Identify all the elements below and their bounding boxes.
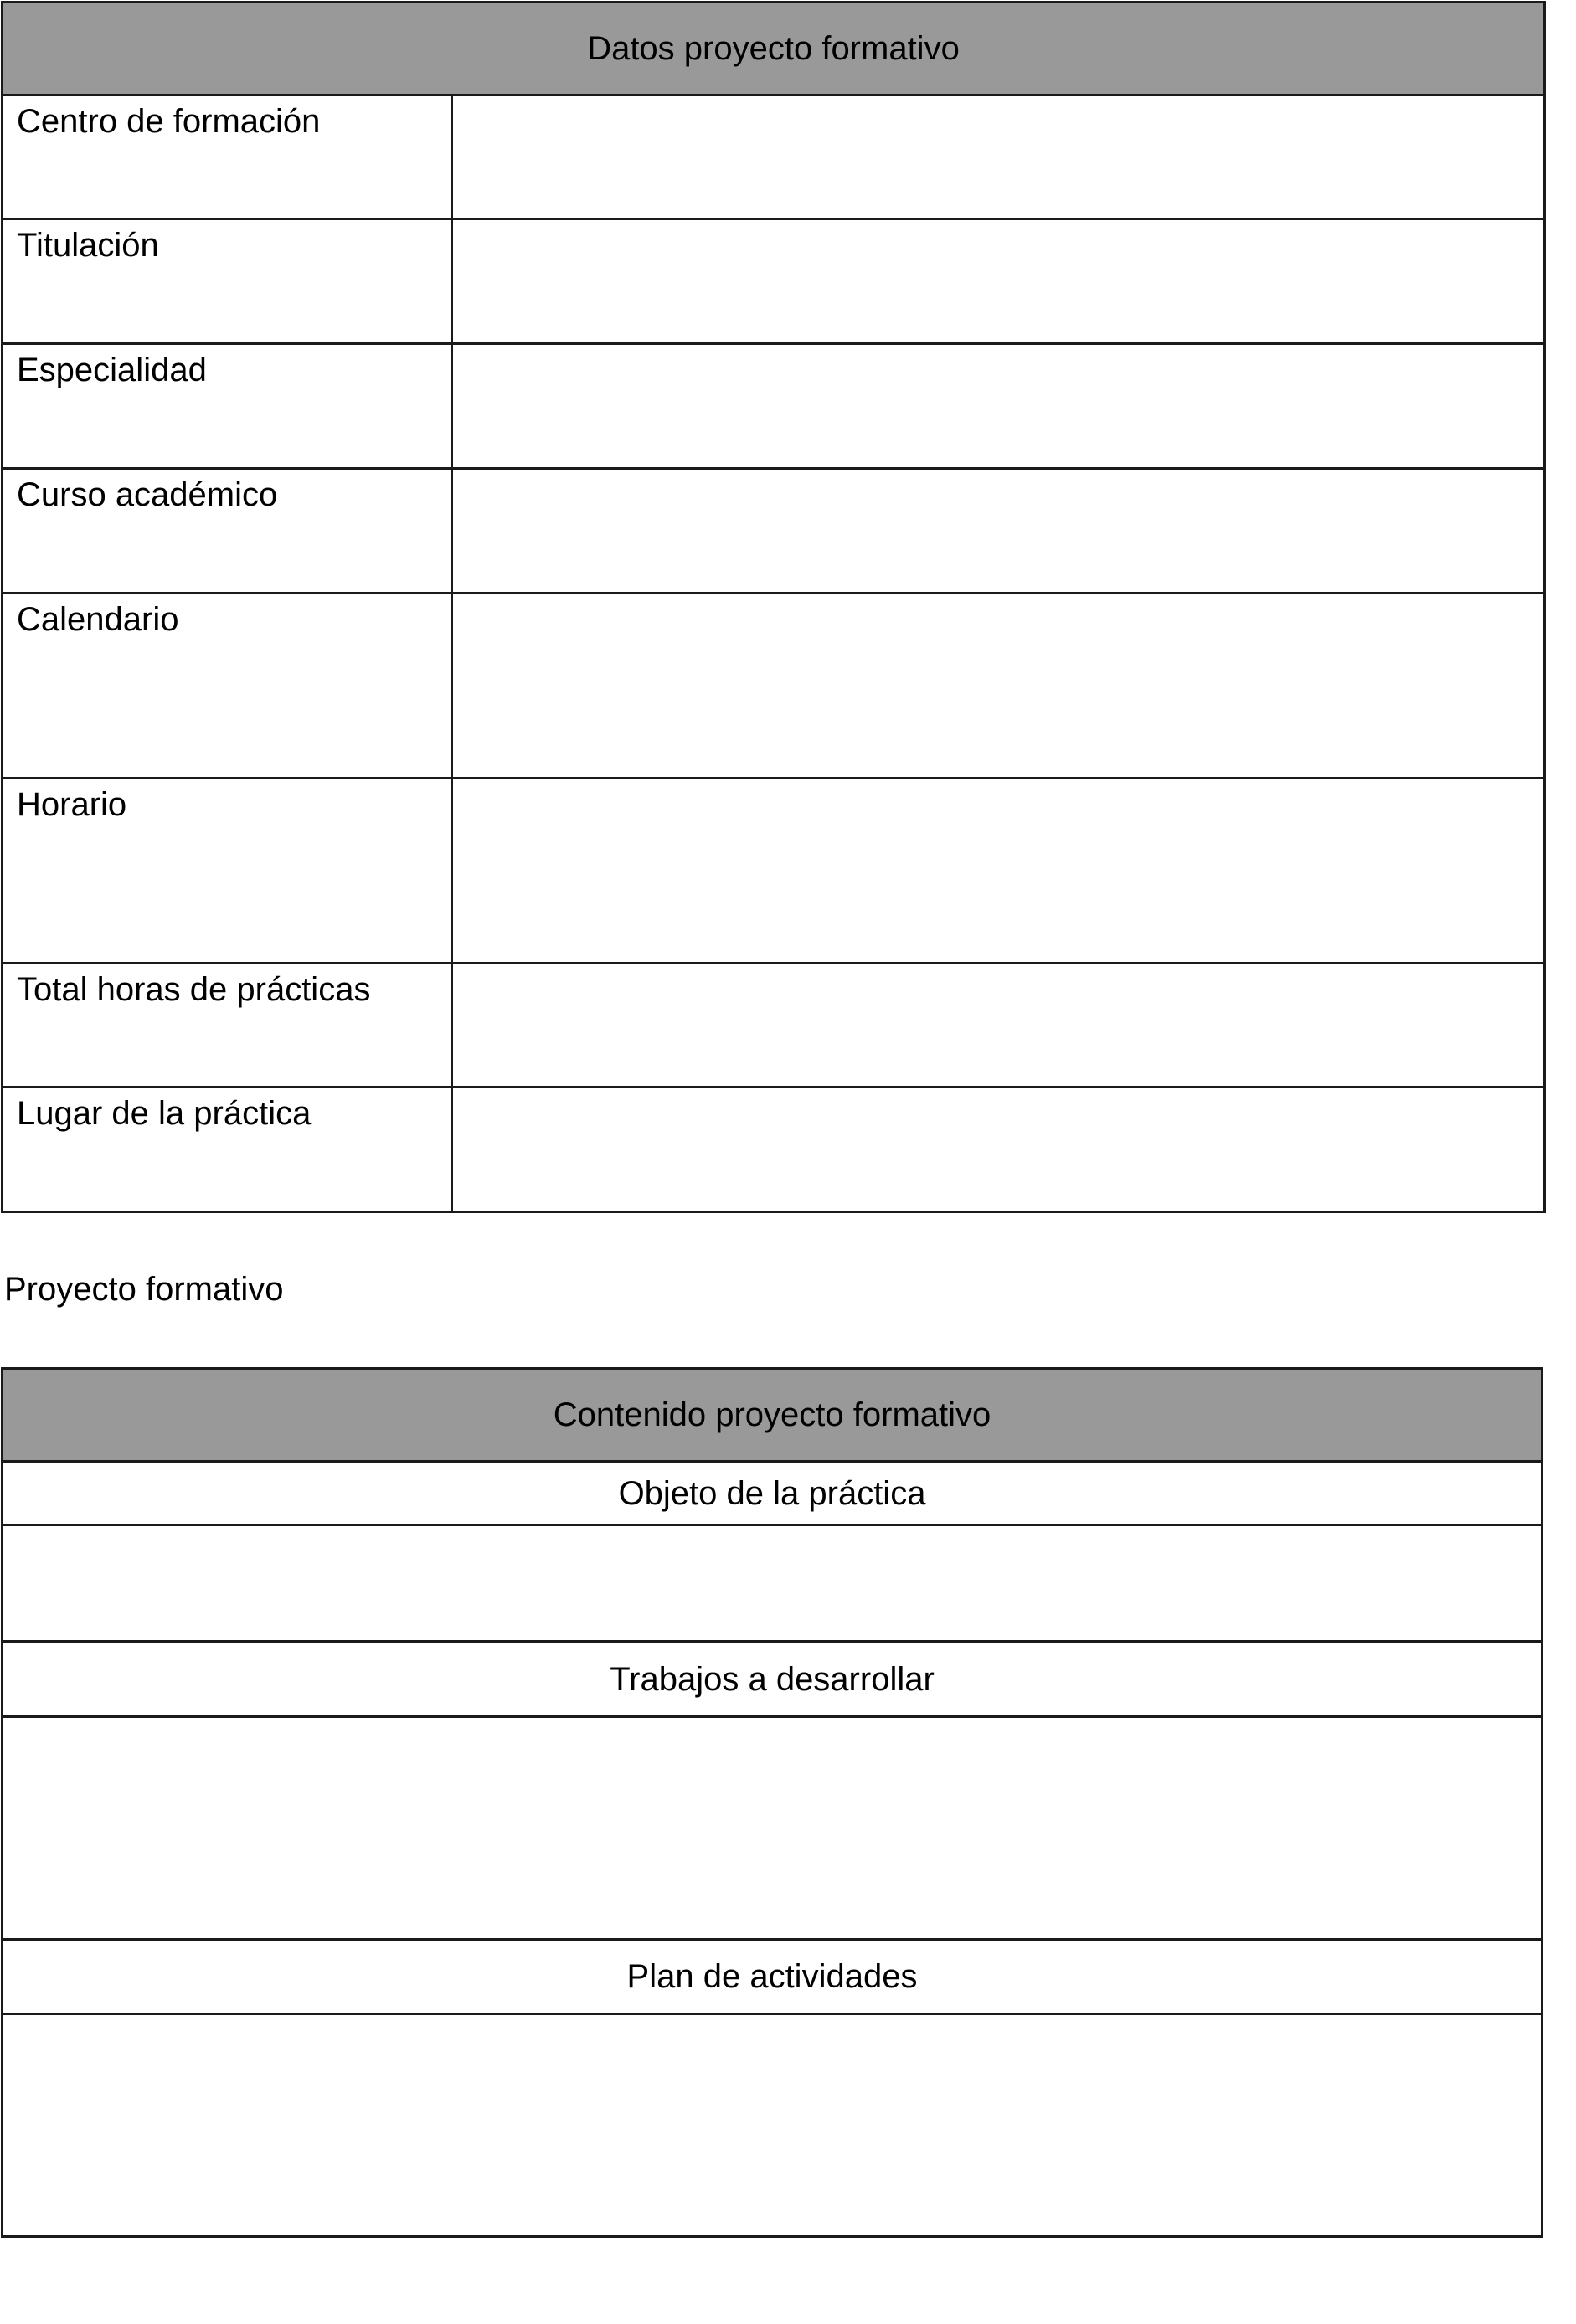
value-lugar-practica[interactable] [452,1087,1545,1212]
section-label: Proyecto formativo [4,1271,284,1308]
contenido-proyecto-table [1,1367,1543,2238]
datos-proyecto-table [1,1,1546,1213]
table-row [3,469,1545,594]
value-horario[interactable] [452,779,1545,964]
label-lugar-practica: Lugar de la práctica [3,1087,452,1212]
section-content-row [3,1717,1543,1940]
datos-header-row [3,3,1545,95]
section-title-row [3,1642,1543,1717]
value-total-horas[interactable] [452,964,1545,1087]
datos-header: Datos proyecto formativo [3,3,1545,95]
title-trabajos-desarrollar: Trabajos a desarrollar [3,1642,1543,1717]
table-row [3,779,1545,964]
section-content-row [3,2014,1543,2237]
value-titulacion[interactable] [452,219,1545,344]
table-row [3,594,1545,779]
label-centro-formacion: Centro de formación [3,95,452,219]
table-row [3,219,1545,344]
value-calendario[interactable] [452,594,1545,779]
table-row [3,95,1545,219]
content-plan-actividades[interactable] [3,2014,1543,2237]
label-titulacion: Titulación [3,219,452,344]
label-curso-academico: Curso académico [3,469,452,594]
title-plan-actividades: Plan de actividades [3,1940,1543,2014]
label-horario: Horario [3,779,452,964]
section-title-row [3,1940,1543,2014]
value-curso-academico[interactable] [452,469,1545,594]
value-especialidad[interactable] [452,344,1545,469]
label-especialidad: Especialidad [3,344,452,469]
label-calendario: Calendario [3,594,452,779]
title-objeto-practica: Objeto de la práctica [3,1462,1543,1525]
section-content-row [3,1525,1543,1642]
section-title-row [3,1462,1543,1525]
contenido-header: Contenido proyecto formativo [3,1369,1543,1462]
label-total-horas: Total horas de prácticas [3,964,452,1087]
content-objeto-practica[interactable] [3,1525,1543,1642]
table-row [3,964,1545,1087]
value-centro-formacion[interactable] [452,95,1545,219]
table-row [3,344,1545,469]
content-trabajos-desarrollar[interactable] [3,1717,1543,1940]
contenido-header-row [3,1369,1543,1462]
table-row [3,1087,1545,1212]
